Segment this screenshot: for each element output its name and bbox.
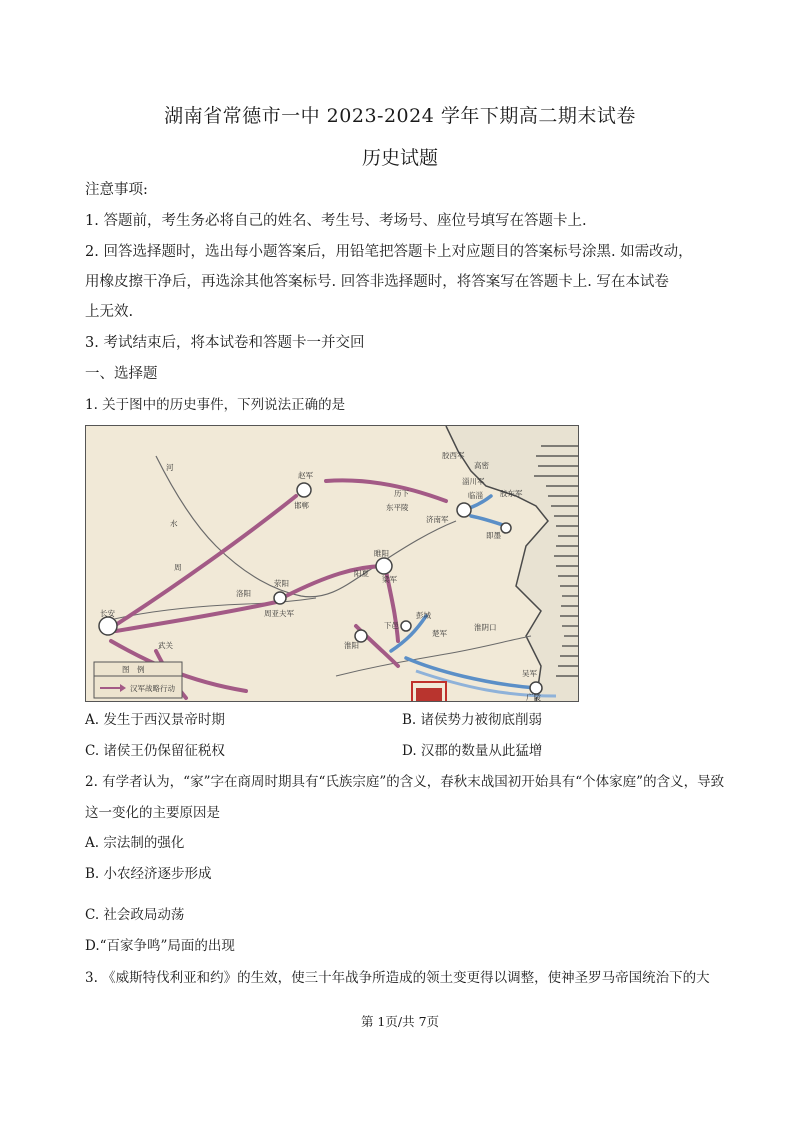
sea-area (446, 426, 578, 701)
notice-item-2-line-1: 2. 回答选择题时，选出每小题答案后，用铅笔把答题卡上对应题目的答案标号涂黑. 如需改动， (85, 244, 693, 260)
section-heading: 一、选择题 (85, 366, 158, 382)
city-handan (297, 483, 311, 497)
label-yangxia: 阳夏 (354, 569, 369, 578)
label-lixia: 历下 (394, 489, 409, 498)
notice-item-1: 1. 答题前，考生务必将自己的姓名、考生号、考场号、座位号填写在答题卡上. (85, 213, 587, 229)
label-zhao: 赵军 (298, 471, 313, 480)
label-zichuan: 淄川军 (462, 477, 485, 486)
label-jimo: 即墨 (486, 531, 501, 540)
q3-stem-line-1: 3. 《威斯特伐利亚和约》的生效，使三十年战争所造成的领土变更得以调整，使神圣罗马帝国统治下的大 (85, 970, 710, 986)
q1-option-b: B. 诸侯势力被彻底削弱 (402, 712, 543, 728)
label-jiaoxi: 胶西军 (442, 451, 465, 460)
legend-title: 图 例 (122, 665, 145, 674)
label-shui: 水 (170, 519, 178, 528)
label-zhou: 周 (174, 563, 182, 572)
q1-map-figure (85, 425, 579, 702)
notice-heading: 注意事项: (85, 182, 148, 198)
label-guangling: 广陵 (526, 693, 541, 701)
q1-stem: 1. 关于图中的历史事件，下列说法正确的是 (85, 397, 346, 413)
city-pengcheng (401, 621, 411, 631)
highlight-box-fill (416, 688, 442, 701)
city-changan (99, 617, 117, 635)
label-he: 河 (166, 463, 174, 472)
label-wu: 吴军 (522, 669, 537, 678)
notice-item-2-line-2: 用橡皮擦干净后，再选涂其他答案标号. 回答非选择题时，将答案写在答题卡上. 写在本试卷 (85, 274, 669, 290)
label-zhouyafu: 周亚夫军 (264, 609, 294, 618)
q2-option-c: C. 社会政局动荡 (85, 907, 185, 923)
label-linzi: 临淄 (468, 491, 483, 500)
page-footer: 第 1页/共 7页 (360, 1014, 440, 1029)
label-dongping: 东平陵 (386, 503, 409, 512)
city-jimo (501, 523, 511, 533)
label-gaomi: 高密 (474, 461, 489, 470)
label-wuguan: 武关 (158, 641, 173, 650)
q2-stem-line-1: 2. 有学者认为，“家”字在商周时期具有“氏族宗庭”的含义，春秋末战国初开始具有“个体家庭”的含义，导致 (85, 774, 725, 790)
notice-item-3: 3. 考试结束后，将本试卷和答题卡一并交回 (85, 335, 365, 351)
label-jinan: 济南军 (426, 515, 449, 524)
label-xiayi: 下邑 (384, 621, 399, 630)
q2-option-d: D.“百家争鸣”局面的出现 (85, 938, 235, 954)
label-suiyang: 睢阳 (374, 549, 389, 558)
label-jiaodong: 胶东军 (500, 489, 523, 498)
city-suiyang (376, 558, 392, 574)
label-handan: 邯郸 (294, 501, 309, 510)
label-huaiyang: 淮阳 (344, 641, 359, 650)
arrow-changan-xingyang (116, 601, 281, 631)
q2-stem-line-2: 这一变化的主要原因是 (85, 805, 220, 821)
label-chu: 楚军 (432, 629, 447, 638)
label-changan: 长安 (100, 609, 115, 618)
label-luoyang: 洛阳 (236, 589, 251, 598)
exam-subtitle: 历史试题 (361, 147, 438, 169)
label-huaiyin: 淮阴口 (474, 623, 497, 632)
q2-option-a: A. 宗法制的强化 (85, 835, 185, 851)
q1-option-a: A. 发生于西汉景帝时期 (85, 712, 225, 728)
legend-item: 汉军战略行动 (130, 684, 175, 693)
notice-item-2-line-3: 上无效. (85, 304, 134, 320)
city-linzi (457, 503, 471, 517)
city-xingyang (274, 592, 286, 604)
arrow-qi-zhao (326, 480, 446, 501)
huai-river (336, 636, 531, 676)
rebel-arrows (391, 496, 536, 688)
q1-option-c: C. 诸侯王仍保留征税权 (85, 743, 225, 759)
q1-option-d: D. 汉郡的数量从此猛增 (402, 743, 543, 759)
exam-title: 湖南省常德市一中 2023-2024 学年下期高二期末试卷 (164, 105, 636, 127)
label-pengcheng: 彭城 (416, 611, 431, 620)
label-liang: 梁军 (382, 575, 397, 584)
q2-option-b: B. 小农经济逐步形成 (85, 866, 212, 882)
arrow-jiaodong (471, 516, 506, 526)
arrow-xingyang-east (286, 566, 386, 596)
label-xingyang: 荥阳 (274, 579, 289, 588)
